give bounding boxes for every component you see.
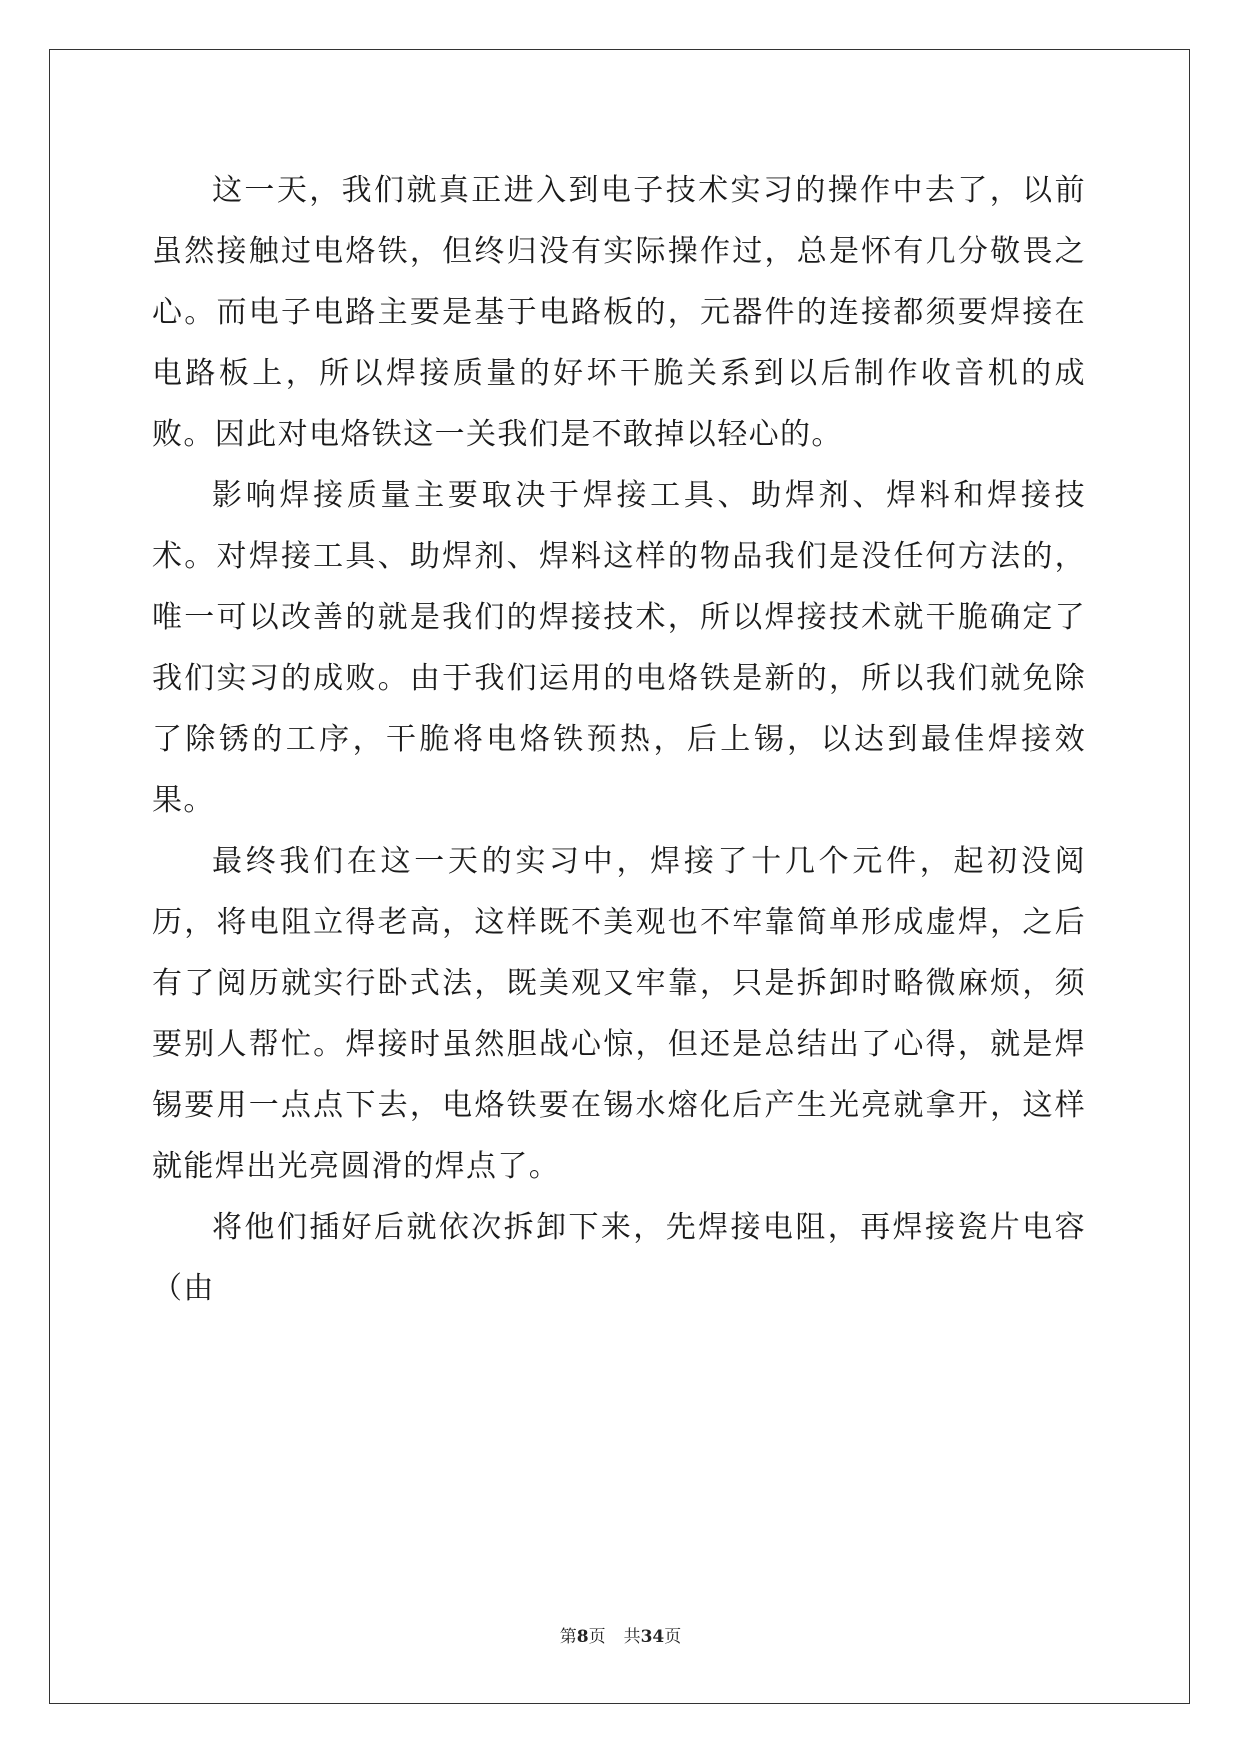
footer-total-prefix: 共 (623, 1627, 641, 1647)
footer-total-suffix: 页 (664, 1627, 682, 1647)
document-body (152, 160, 1086, 1319)
paragraph-4: 将他们插好后就依次拆卸下来，先焊接电阻，再焊接瓷片电容（由 (152, 1210, 1086, 1306)
paragraph-3: 最终我们在这一天的实习中，焊接了十几个元件，起初没阅历，将电阻立得老高，这样既不美观也不牢靠简单形成虚焊，之后有了阅历就实行卧式法，既美观又牢靠，只是拆卸时略微麻烦，须要别人帮忙。焊接时虽然胆战心惊，但还是总结出了心得，就是焊锡要用一点点下去，电烙铁要在锡水熔化后产生光亮就拿开，这样就能焊出光亮圆滑的焊点了。 (152, 844, 1086, 1184)
paragraph-2: 影响焊接质量主要取决于焊接工具、助焊剂、焊料和焊接技术。对焊接工具、助焊剂、焊料这样的物品我们是没任何方法的，唯一可以改善的就是我们的焊接技术，所以焊接技术就干脆确定了我们实习的成败。由于我们运用的电烙铁是新的，所以我们就免除了除锈的工序，干脆将电烙铁预热，后上锡，以达到最佳焊接效果。 (152, 478, 1086, 818)
footer-page-suffix: 页 (588, 1627, 606, 1647)
footer-page-total: 34 (640, 1627, 665, 1647)
paragraph-1: 这一天，我们就真正进入到电子技术实习的操作中去了，以前虽然接触过电烙铁，但终归没有实际操作过，总是怀有几分敬畏之心。而电子电路主要是基于电路板的，元器件的连接都须要焊接在电路板上，所以焊接质量的好坏干脆关系到以后制作收音机的成败。因此对电烙铁这一关我们是不敢掉以轻心的。 (152, 173, 1086, 452)
footer-page-current: 8 (576, 1627, 589, 1647)
page-footer (0, 1622, 1241, 1647)
footer-page-prefix: 第 (559, 1627, 577, 1647)
